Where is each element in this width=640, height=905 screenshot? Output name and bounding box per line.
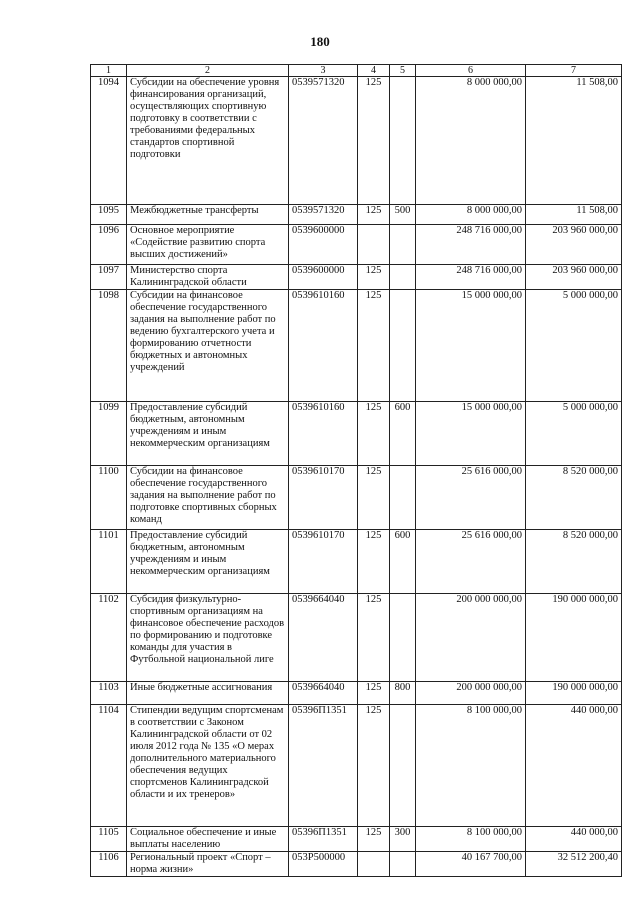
row-col4: 125 xyxy=(358,205,390,225)
row-amount-1: 25 616 000,00 xyxy=(416,530,526,594)
row-col4: 125 xyxy=(358,594,390,682)
row-amount-2: 11 508,00 xyxy=(526,205,622,225)
row-amount-1: 15 000 000,00 xyxy=(416,402,526,466)
row-number: 1103 xyxy=(91,682,127,705)
row-amount-2: 5 000 000,00 xyxy=(526,402,622,466)
row-col4: 125 xyxy=(358,265,390,290)
column-header: 2 xyxy=(127,65,289,77)
row-number: 1102 xyxy=(91,594,127,682)
row-name: Предоставление субсидий бюджетным, автономным учреждениям и иным некоммерческим организациям xyxy=(127,402,289,466)
table-row xyxy=(91,290,622,402)
row-number: 1096 xyxy=(91,225,127,265)
row-code: 0539610160 xyxy=(289,290,358,402)
row-name: Социальное обеспечение и иные выплаты населению xyxy=(127,827,289,852)
row-amount-1: 25 616 000,00 xyxy=(416,466,526,530)
row-amount-1: 248 716 000,00 xyxy=(416,225,526,265)
row-amount-2: 190 000 000,00 xyxy=(526,682,622,705)
table-row xyxy=(91,852,622,877)
row-col5 xyxy=(390,852,416,877)
row-name: Межбюджетные трансферты xyxy=(127,205,289,225)
row-amount-1: 8 000 000,00 xyxy=(416,205,526,225)
table-row xyxy=(91,205,622,225)
row-amount-2: 440 000,00 xyxy=(526,705,622,827)
row-amount-1: 8 100 000,00 xyxy=(416,827,526,852)
table-row xyxy=(91,77,622,205)
row-code: 05396П1351 xyxy=(289,827,358,852)
row-code: 053Р500000 xyxy=(289,852,358,877)
row-name: Субсидии на финансовое обеспечение государственного задания на выполнение работ по подготовке спортивных сборных команд xyxy=(127,466,289,530)
row-name: Основное мероприятие «Содействие развитию спорта высших достижений» xyxy=(127,225,289,265)
budget-table xyxy=(90,64,622,877)
row-amount-1: 200 000 000,00 xyxy=(416,594,526,682)
row-number: 1100 xyxy=(91,466,127,530)
row-code: 0539610160 xyxy=(289,402,358,466)
row-code: 05396П1351 xyxy=(289,705,358,827)
row-col5 xyxy=(390,225,416,265)
row-name: Субсидии на обеспечение уровня финансирования организаций, осуществляющих спортивную подготовку в соответствии с требованиями федеральных стандартов спортивной подготовки xyxy=(127,77,289,205)
row-amount-2: 5 000 000,00 xyxy=(526,290,622,402)
page-number: 180 xyxy=(310,34,330,49)
row-col4: 125 xyxy=(358,705,390,827)
row-col5: 800 xyxy=(390,682,416,705)
table-row xyxy=(91,225,622,265)
row-number: 1104 xyxy=(91,705,127,827)
row-number: 1106 xyxy=(91,852,127,877)
row-number: 1105 xyxy=(91,827,127,852)
row-name: Иные бюджетные ассигнования xyxy=(127,682,289,705)
row-col4: 125 xyxy=(358,77,390,205)
row-col4 xyxy=(358,225,390,265)
table-row xyxy=(91,402,622,466)
row-amount-1: 15 000 000,00 xyxy=(416,290,526,402)
row-col4: 125 xyxy=(358,466,390,530)
table-row xyxy=(91,265,622,290)
row-col5 xyxy=(390,466,416,530)
row-number: 1095 xyxy=(91,205,127,225)
row-amount-2: 440 000,00 xyxy=(526,827,622,852)
row-name: Предоставление субсидий бюджетным, автономным учреждениям и иным некоммерческим организациям xyxy=(127,530,289,594)
row-name: Региональный проект «Спорт – норма жизни» xyxy=(127,852,289,877)
table-row xyxy=(91,530,622,594)
row-col5 xyxy=(390,290,416,402)
row-number: 1098 xyxy=(91,290,127,402)
table-row xyxy=(91,705,622,827)
row-number: 1094 xyxy=(91,77,127,205)
row-code: 0539610170 xyxy=(289,530,358,594)
row-number: 1099 xyxy=(91,402,127,466)
column-header: 4 xyxy=(358,65,390,77)
table-row xyxy=(91,594,622,682)
row-code: 0539571320 xyxy=(289,77,358,205)
table-row xyxy=(91,466,622,530)
row-col5: 300 xyxy=(390,827,416,852)
row-name: Министерство спорта Калининградской области xyxy=(127,265,289,290)
column-header: 7 xyxy=(526,65,622,77)
column-header: 5 xyxy=(390,65,416,77)
column-header: 6 xyxy=(416,65,526,77)
row-amount-1: 248 716 000,00 xyxy=(416,265,526,290)
row-col4: 125 xyxy=(358,530,390,594)
row-code: 0539664040 xyxy=(289,594,358,682)
row-code: 0539600000 xyxy=(289,225,358,265)
row-col5 xyxy=(390,77,416,205)
row-code: 0539571320 xyxy=(289,205,358,225)
row-number: 1097 xyxy=(91,265,127,290)
row-amount-2: 32 512 200,40 xyxy=(526,852,622,877)
row-number: 1101 xyxy=(91,530,127,594)
row-col5 xyxy=(390,705,416,827)
row-amount-2: 8 520 000,00 xyxy=(526,466,622,530)
row-amount-2: 203 960 000,00 xyxy=(526,265,622,290)
row-col5: 500 xyxy=(390,205,416,225)
row-col4: 125 xyxy=(358,290,390,402)
row-amount-2: 190 000 000,00 xyxy=(526,594,622,682)
row-code: 0539600000 xyxy=(289,265,358,290)
row-col4: 125 xyxy=(358,682,390,705)
row-col5 xyxy=(390,265,416,290)
row-name: Стипендии ведущим спортсменам в соответствии с Законом Калининградской области от 02 июля 2012 года № 135 «О мерах дополнительного материального обеспечения ведущих спортсменов Калининградской области и их тренеров» xyxy=(127,705,289,827)
row-amount-1: 40 167 700,00 xyxy=(416,852,526,877)
column-header: 3 xyxy=(289,65,358,77)
column-header: 1 xyxy=(91,65,127,77)
row-amount-2: 203 960 000,00 xyxy=(526,225,622,265)
row-name: Субсидия физкультурно-спортивным организациям на финансовое обеспечение расходов по формированию и подготовке команды для участия в Футбольной национальной лиге xyxy=(127,594,289,682)
row-col4: 125 xyxy=(358,402,390,466)
row-amount-1: 200 000 000,00 xyxy=(416,682,526,705)
row-amount-2: 11 508,00 xyxy=(526,77,622,205)
row-amount-1: 8 100 000,00 xyxy=(416,705,526,827)
row-col5 xyxy=(390,594,416,682)
row-code: 0539610170 xyxy=(289,466,358,530)
row-amount-2: 8 520 000,00 xyxy=(526,530,622,594)
row-col5: 600 xyxy=(390,402,416,466)
row-name: Субсидии на финансовое обеспечение государственного задания на выполнение работ по ведению бухгалтерского учета и формированию отчетности бюджетных и автономных учреждений xyxy=(127,290,289,402)
row-col4: 125 xyxy=(358,827,390,852)
table-row xyxy=(91,827,622,852)
header-row xyxy=(91,65,622,77)
table-row xyxy=(91,682,622,705)
row-amount-1: 8 000 000,00 xyxy=(416,77,526,205)
row-col4 xyxy=(358,852,390,877)
row-code: 0539664040 xyxy=(289,682,358,705)
row-col5: 600 xyxy=(390,530,416,594)
